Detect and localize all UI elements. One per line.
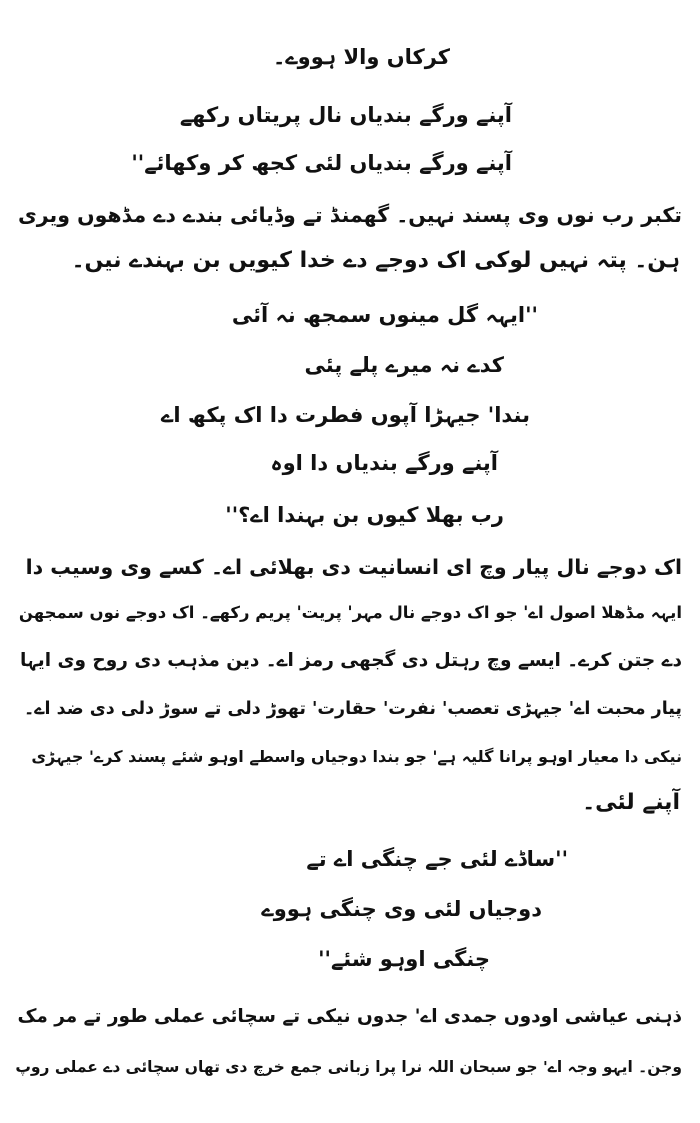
verse-line-1: آپنے ورگے بندیاں نال پریتاں رکھے bbox=[179, 103, 512, 127]
verse-line-9: دوجیاں لئی وی چنگی ہووے bbox=[261, 897, 542, 921]
verse-line-4: کدے نہ میرے پلے پئی bbox=[304, 353, 504, 377]
verse-line-8: ''ساڈے لئی جے چنگی اے تے bbox=[306, 847, 568, 871]
verse-line-2: آپنے ورگے بندیاں لئی کجھ کر وکھائے'' bbox=[131, 151, 512, 175]
paragraph-line-2: ہن۔ پتہ نہیں لوکی اک دوجے دے خدا کیویں بن بہندے نیں۔ bbox=[71, 248, 680, 273]
verse-line-3: ''ایہہ گل مینوں سمجھ نہ آئی bbox=[231, 303, 538, 327]
verse-line-5: بندا' جیہڑا آپوں فطرت دا اک پکھ اے bbox=[161, 403, 530, 427]
verse-line-7: رب بھلا کیوں بن بہندا اے؟'' bbox=[225, 503, 504, 527]
verse-line-10: چنگی اوہو شئے'' bbox=[318, 947, 490, 971]
paragraph-line-1: تکبر رب نوں وی پسند نہیں۔ گھمنڈ تے وڈیائی بندے دے مڈھوں ویری bbox=[17, 203, 682, 227]
paragraph-line-8: آپنے لئی۔ bbox=[582, 790, 680, 815]
paragraph-line-5: دے جتن کرے۔ ایسے وچ رہتل دی گجھی رمز اے۔ دین مذہب دی روح وی ایہا bbox=[20, 650, 682, 671]
paragraph-line-4: ایہہ مڈھلا اصول اے' جو اک دوجے نال مہر' پریت' پریم رکھے۔ اک دوجے نوں سمجھن bbox=[18, 603, 682, 622]
paragraph-line-9: ذہنی عیاشی اودوں جمدی اے' جدوں نیکی تے سچائی عملی طور تے مر مک bbox=[17, 1006, 682, 1027]
paragraph-line-7: نیکی دا معیار اوہو پرانا گلیہ ہے' جو بندا دوجیاں واسطے اوہو شئے پسند کرے' جیہڑی bbox=[31, 747, 682, 766]
paragraph-line-3: اک دوجے نال پیار وچ ای انسانیت دی بھلائی اے۔ کسے وی وسیب دا bbox=[25, 555, 682, 579]
paragraph-line-10: وجن۔ ایہو وجہ اے' جو سبحان اللہ نرا پرا زبانی جمع خرچ دی تھاں سچائی دے عملی روپ bbox=[15, 1058, 682, 1076]
text-line-1: کرکاں والا ہووے۔ bbox=[273, 45, 450, 69]
paragraph-line-6: پیار محبت اے' جیہڑی تعصب' نفرت' حقارت' تھوڑ دلی تے سوڑ دلی دی ضد اے۔ bbox=[24, 699, 682, 719]
verse-line-6: آپنے ورگے بندیاں دا اوہ bbox=[270, 451, 498, 475]
